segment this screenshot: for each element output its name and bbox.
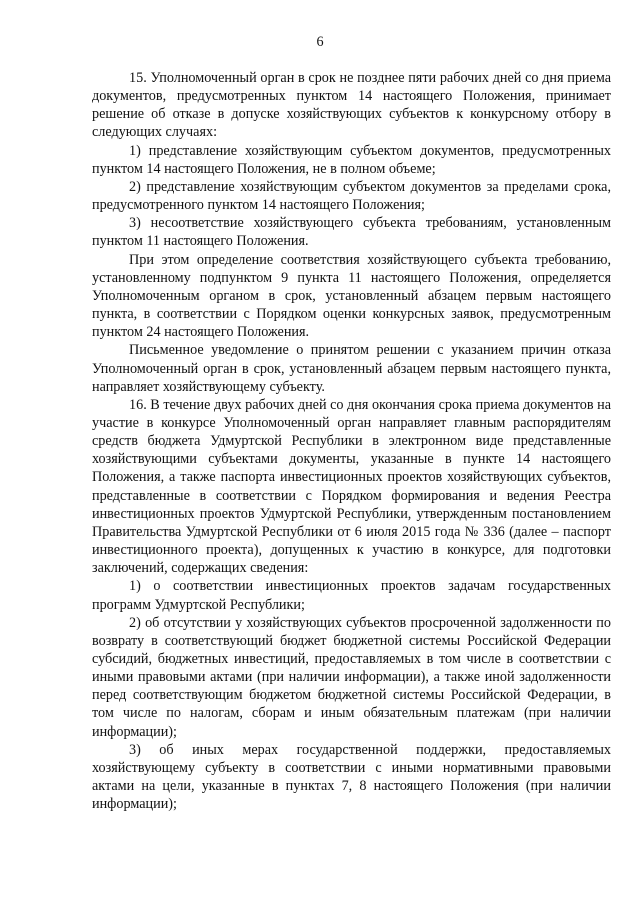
paragraph-subitem-15-3: 3) несоответствие хозяйствующего субъекта требованиям, установленным пунктом 11 настоящего Положения.	[92, 215, 611, 250]
paragraph-item-16: 16. В течение двух рабочих дней со дня окончания срока приема документов на участие в конкурсе Уполномоченный орган направляет главным распорядителям средств бюджета Удмуртской Республики в электронном виде представленные хозяйствующими субъектами документы, указанные в пункте 14 настоящего Положения, а также паспорта инвестиционных проектов хозяйствующих субъектов, представленные в соответствии с Порядком формирования и ведения Реестра инвестиционных проектов Удмуртской Республики, утвержденным постановлением Правительства Удмуртской Республики от 6 июля 2015 года № 336 (далее – паспорт инвестиционного проекта), допущенных к участию в конкурсе, для подготовки заключений, содержащих сведения:	[92, 396, 611, 577]
paragraph-subitem-15-2: 2) представление хозяйствующим субъектом документов за пределами срока, предусмотренного пунктом 14 настоящего Положения;	[92, 178, 611, 214]
paragraph-item-15: 15. Уполномоченный орган в срок не позднее пяти рабочих дней со дня приема документов, предусмотренных пунктом 14 настоящего Положения, принимает решение об отказе в допуске хозяйствующих субъектов к конкурсному отбору в следующих случаях:	[92, 70, 611, 141]
paragraph-subitem-16-3: 3) об иных мерах государственной поддержки, предоставляемых хозяйствующему субъекту в соответствии с иными нормативными правовыми актами на цели, указанные в пунктах 7, 8 настоящего Положения (при наличии информации);	[92, 741, 611, 813]
paragraph-determination: При этом определение соответствия хозяйствующего субъекта требованию, установленному подпунктом 9 пункта 11 настоящего Положения, определяется Уполномоченным органом в срок, установленный абзацем первым настоящего пункта, в соответствии с Порядком оценки конкурсных заявок, предусмотренным пунктом 24 настоящего Положения.	[92, 251, 611, 341]
paragraph-subitem-16-1: 1) о соответствии инвестиционных проектов задачам государственных программ Удмуртской Республики;	[92, 578, 611, 613]
page-number: 6	[316, 34, 324, 50]
paragraph-notification: Письменное уведомление о принятом решении с указанием причин отказа Уполномоченный орган в срок, установленный абзацем первым настоящего пункта, направляет хозяйствующему субъекту.	[92, 342, 611, 395]
document-body	[92, 69, 611, 813]
paragraph-subitem-15-1: 1) представление хозяйствующим субъектом документов, предусмотренных пунктом 14 настоящего Положения, не в полном объеме;	[92, 142, 611, 177]
paragraph-subitem-16-2: 2) об отсутствии у хозяйствующих субъектов просроченной задолженности по возврату в соответствующий бюджет бюджетной системы Российской Федерации субсидий, бюджетных инвестиций, предоставляемых в том числе в соответствии с иными правовыми актами (при наличии информации), а также иной задолженности перед соответствующим бюджетом бюджетной системы Российской Федерации, в том числе по налогам, сборам и иным обязательным платежам (при наличии информации);	[92, 614, 611, 740]
